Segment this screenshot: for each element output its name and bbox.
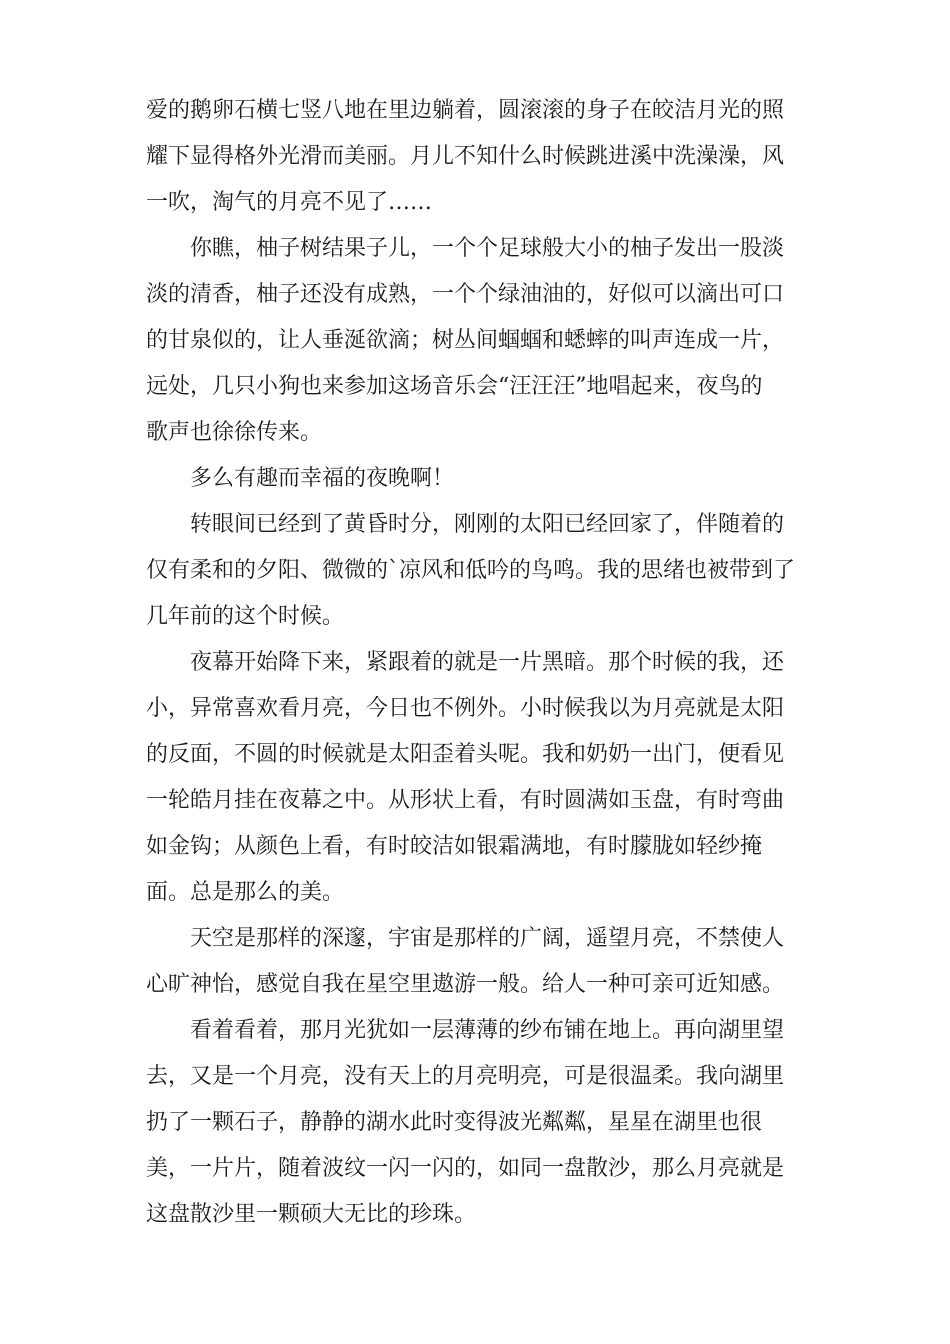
text-line: 如金钩；从颜色上看，有时皎洁如银霜满地，有时朦胧如轻纱掩 <box>146 834 763 859</box>
text-line: 小，异常喜欢看月亮，今日也不例外。小时候我以为月亮就是太阳 <box>146 696 785 721</box>
paragraph-first-line: 你瞧，柚子树结果子儿，一个个足球般大小的柚子发出一股淡 <box>190 236 785 261</box>
text-line: 远处，几只小狗也来参加这场音乐会“汪汪汪”地唱起来，夜鸟的 <box>146 374 763 399</box>
text-line: 耀下显得格外光滑而美丽。月儿不知什么时候跳进溪中洗澡澡，风 <box>146 144 785 169</box>
text-line: 这盘散沙里一颗硕大无比的珍珠。 <box>146 1202 477 1227</box>
paragraph-first-line: 天空是那样的深邃，宇宙是那样的广阔，遥望月亮，不禁使人 <box>190 926 785 951</box>
text-line: 去，又是一个月亮，没有天上的月亮明亮，可是很温柔。我向湖里 <box>146 1064 785 1089</box>
text-line: 歌声也徐徐传来。 <box>146 420 323 445</box>
text-line: 仅有柔和的夕阳、微微的`凉风和低吟的鸟鸣。我的思绪也被带到了 <box>146 558 796 583</box>
text-line: 几年前的这个时候。 <box>146 604 345 629</box>
paragraph-first-line: 夜幕开始降下来，紧跟着的就是一片黑暗。那个时候的我，还 <box>190 650 785 675</box>
text-line: 扔了一颗石子，静静的湖水此时变得波光粼粼，星星在湖里也很 <box>146 1110 763 1135</box>
text-line: 面。总是那么的美。 <box>146 880 345 905</box>
paragraph-first-line: 转眼间已经到了黄昏时分，刚刚的太阳已经回家了，伴随着的 <box>190 512 785 537</box>
text-line: 一吹，淘气的月亮不见了…… <box>146 190 433 215</box>
text-line: 的反面，不圆的时候就是太阳歪着头呢。我和奶奶一出门，便看见 <box>146 742 785 767</box>
text-line: 爱的鹅卵石横七竖八地在里边躺着，圆滚滚的身子在皎洁月光的照 <box>146 98 785 123</box>
text-line: 一轮皓月挂在夜幕之中。从形状上看，有时圆满如玉盘，有时弯曲 <box>146 788 785 813</box>
paragraph-first-line: 看着看着，那月光犹如一层薄薄的纱布铺在地上。再向湖里望 <box>190 1018 785 1043</box>
text-line: 心旷神怡，感觉自我在星空里遨游一般。给人一种可亲可近知感。 <box>146 972 785 997</box>
text-line: 的甘泉似的，让人垂涎欲滴；树丛间蝈蝈和蟋蟀的叫声连成一片， <box>146 328 785 353</box>
text-line: 美，一片片，随着波纹一闪一闪的，如同一盘散沙，那么月亮就是 <box>146 1156 785 1181</box>
paragraph-first-line: 多么有趣而幸福的夜晚啊！ <box>190 466 455 491</box>
text-line: 淡的清香，柚子还没有成熟，一个个绿油油的，好似可以滴出可口 <box>146 282 785 307</box>
essay-body <box>146 88 826 1238</box>
